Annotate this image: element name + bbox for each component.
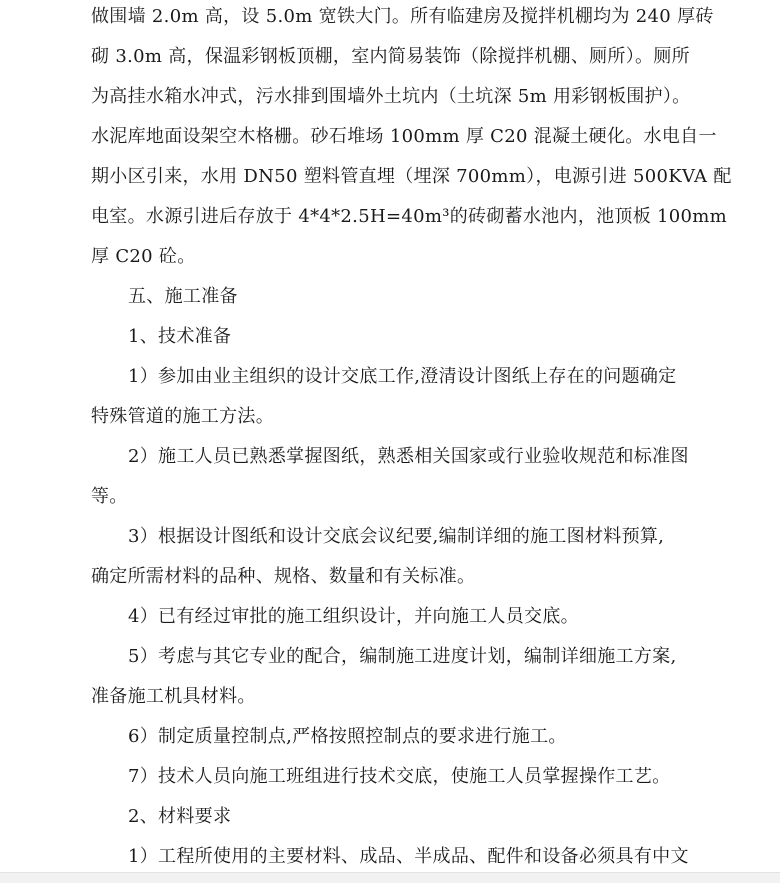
body-text-line: 做围墙 2.0m 高，设 5.0m 宽铁大门。所有临建房及搅拌机棚均为 240 厚砖 bbox=[91, 6, 714, 27]
section-heading: 五、施工准备 bbox=[128, 286, 238, 307]
list-item-text: 等。 bbox=[91, 486, 128, 507]
list-item-text: 准备施工机具材料。 bbox=[91, 686, 256, 707]
subsection-heading: 2、材料要求 bbox=[128, 806, 232, 827]
body-text-line: 水泥库地面设架空木格栅。砂石堆场 100mm 厚 C20 混凝土硬化。水电自一 bbox=[91, 126, 717, 147]
list-item-text: 特殊管道的施工方法。 bbox=[91, 406, 274, 427]
body-text-line: 电室。水源引进后存放于 4*4*2.5H=40m³的砖砌蓄水池内，池顶板 100mm bbox=[91, 206, 728, 227]
list-item-text: 5）考虑与其它专业的配合，编制施工进度计划，编制详细施工方案, bbox=[128, 646, 677, 667]
list-item-text: 6）制定质量控制点,严格按照控制点的要求进行施工。 bbox=[128, 726, 567, 747]
page-bottom-edge bbox=[0, 872, 780, 883]
body-text-line: 砌 3.0m 高，保温彩钢板顶棚，室内简易装饰（除搅拌机棚、厕所）。厕所 bbox=[91, 46, 690, 67]
list-item-text: 7）技术人员向施工班组进行技术交底，使施工人员掌握操作工艺。 bbox=[128, 766, 671, 787]
subsection-heading: 1、技术准备 bbox=[128, 326, 232, 347]
list-item-text: 3）根据设计图纸和设计交底会议纪要,编制详细的施工图材料预算, bbox=[128, 526, 665, 547]
body-text-line: 为高挂水箱水冲式，污水排到围墙外土坑内（土坑深 5m 用彩钢板围护）。 bbox=[91, 86, 691, 107]
list-item-text: 2）施工人员已熟悉掌握图纸，熟悉相关国家或行业验收规范和标准图 bbox=[128, 446, 689, 467]
body-text-line: 期小区引来，水用 DN50 塑料管直埋（埋深 700mm），电源引进 500KVA 配 bbox=[91, 166, 732, 187]
list-item-text: 4）已有经过审批的施工组织设计，并向施工人员交底。 bbox=[128, 606, 579, 627]
list-item-text: 1）工程所使用的主要材料、成品、半成品、配件和设备必须具有中文 bbox=[128, 846, 689, 867]
list-item-text: 1）参加由业主组织的设计交底工作,澄清设计图纸上存在的问题确定 bbox=[128, 366, 677, 387]
body-text-line: 厚 C20 砼。 bbox=[91, 246, 196, 267]
list-item-text: 确定所需材料的品种、规格、数量和有关标准。 bbox=[91, 566, 476, 587]
